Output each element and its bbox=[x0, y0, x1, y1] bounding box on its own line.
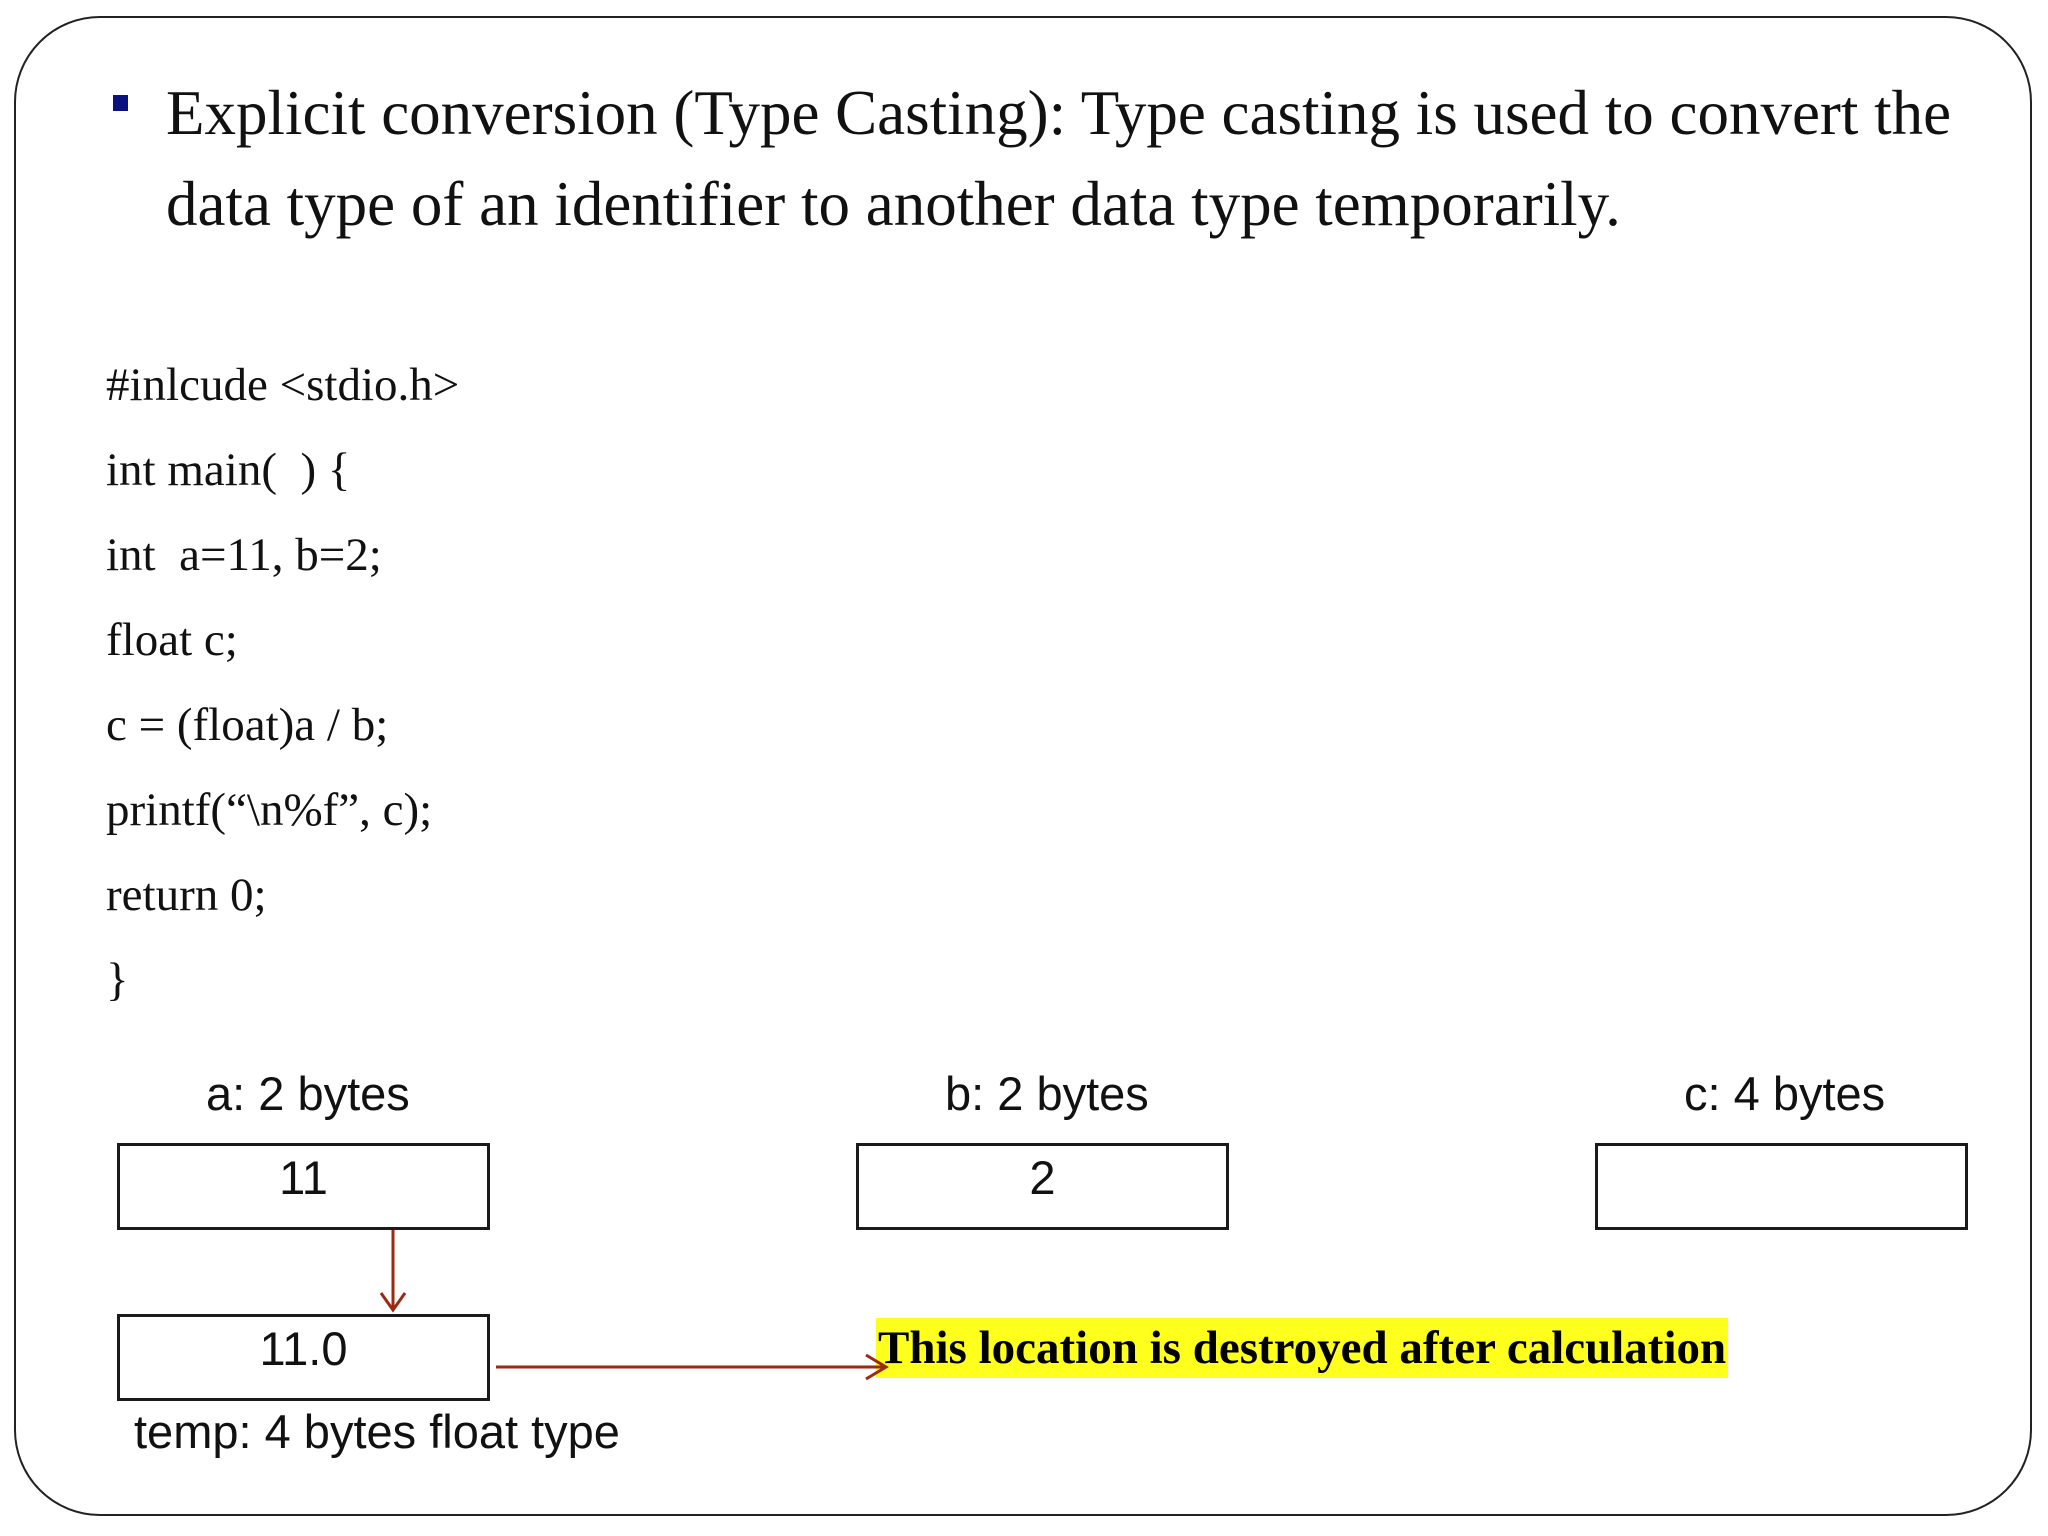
memory-box-a: 11 bbox=[117, 1143, 490, 1230]
code-line-float-decl: float c; bbox=[106, 614, 238, 666]
code-line-main: int main( ) { bbox=[106, 444, 351, 496]
bullet-text: Explicit conversion (Type Casting): Type casting is used to convert the data type of an identifier to another data type temporarily. bbox=[166, 78, 1952, 239]
code-line-return: return 0; bbox=[106, 869, 267, 921]
code-line-cast: c = (float)a / b; bbox=[106, 699, 389, 751]
code-line-int-decl: int a=11, b=2; bbox=[106, 529, 382, 581]
memory-box-c bbox=[1595, 1143, 1968, 1230]
memory-box-b: 2 bbox=[856, 1143, 1229, 1230]
destroyed-location-note: This location is destroyed after calculation bbox=[876, 1318, 1728, 1378]
memory-box-temp: 11.0 bbox=[117, 1314, 490, 1401]
memory-label-c: c: 4 bytes bbox=[1684, 1067, 1886, 1120]
code-line-close-brace: } bbox=[106, 954, 129, 1006]
memory-label-b: b: 2 bytes bbox=[945, 1067, 1149, 1120]
code-line-include: #inlcude <stdio.h> bbox=[106, 359, 460, 411]
bullet-square-icon bbox=[113, 95, 128, 111]
memory-label-a: a: 2 bytes bbox=[206, 1067, 410, 1120]
code-line-printf: printf(“\n%f”, c); bbox=[106, 784, 433, 836]
memory-label-temp: temp: 4 bytes float type bbox=[134, 1405, 620, 1458]
